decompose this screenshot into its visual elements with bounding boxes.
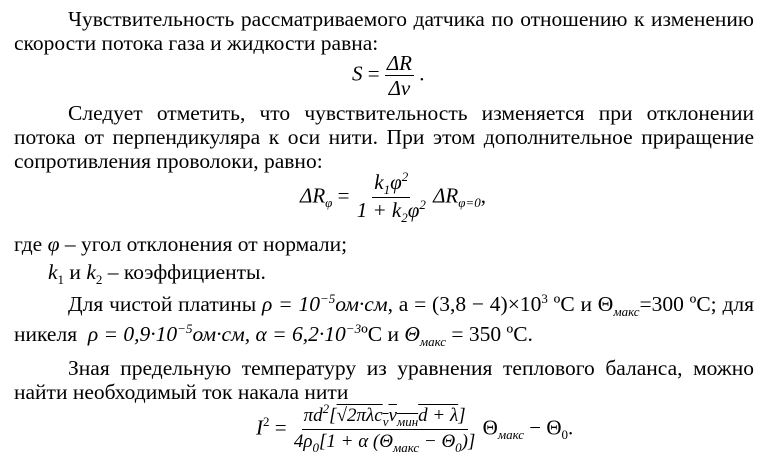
k-symbol: k xyxy=(374,170,384,194)
fraction-numerator xyxy=(372,171,410,198)
sqrt-tail: d + λ xyxy=(418,405,459,426)
theta-value: =300 ºС; для xyxy=(639,292,754,316)
coefficients-line xyxy=(48,260,762,287)
equals-sign: = xyxy=(274,415,287,440)
rho-exponent: −5 xyxy=(319,291,336,306)
phi-symbol: φ xyxy=(47,232,60,256)
rho-expr: ρ = 0,9·10 xyxy=(87,322,178,346)
fraction-denominator: $4\rho_0[1 + \alpha$ $(\Theta_{макс} - \Theta_0)$] xyxy=(293,431,476,455)
platinum-rho xyxy=(262,292,388,316)
where-line xyxy=(14,232,754,256)
where-text: – угол отклонения от нормали; xyxy=(59,232,348,256)
den-pre: 4ρ xyxy=(293,431,313,452)
v-symbol: v xyxy=(388,405,397,426)
and-word: и xyxy=(64,260,87,284)
nickel-line xyxy=(14,322,754,349)
k2-subscript: 2 xyxy=(95,272,103,287)
rho-expr: ρ = 10 xyxy=(262,292,320,316)
theta-symbol: Θ xyxy=(597,292,614,316)
theta-value: = 350 ºС. xyxy=(446,322,533,346)
den-subscript3: 0 xyxy=(455,440,462,455)
platinum-line xyxy=(68,292,754,319)
nickel-intro: никеля xyxy=(14,322,78,346)
theta-zero-subscript: 0 xyxy=(561,427,568,443)
delta-r-symbol: ΔR xyxy=(300,183,326,208)
nickel-rho xyxy=(88,322,361,346)
k-subscript: 1 xyxy=(383,182,391,197)
theta-subscript: макс xyxy=(419,334,447,349)
c-subscript: v xyxy=(382,414,389,429)
para2-line1: Следует отметить, что чувствительность изменяется при отклонении xyxy=(68,101,754,125)
alpha-exponent: −3 xyxy=(345,321,362,336)
para1-line1: Чувствительность рассматриваемого датчика по отношению к изменению xyxy=(68,7,754,31)
phi-exponent: 2 xyxy=(401,169,409,184)
formula-period: . xyxy=(419,61,425,86)
theta-symbol: Θ xyxy=(404,322,420,346)
den-body: 1 + α (Θ xyxy=(326,431,393,452)
formula-period: . xyxy=(568,415,574,440)
i-symbol: I xyxy=(256,415,263,440)
den-end: ) xyxy=(461,431,468,452)
rho-unit: ом·см xyxy=(192,322,245,346)
den-mid: − Θ xyxy=(419,431,456,452)
k1-symbol: k xyxy=(48,260,58,284)
equals-sign: = xyxy=(367,61,380,86)
fraction-numerator: $\pi d^2[√2\pi\lambda c_vv_{мин}d + \lambda]$ xyxy=(303,401,466,429)
phi-symbol: φ xyxy=(390,170,402,194)
k1-subscript: 1 xyxy=(57,272,65,287)
para3-line2: найти необходимый ток накала нити xyxy=(14,380,349,404)
where-word: где xyxy=(14,232,43,256)
delta-r-tail: ΔR xyxy=(433,183,459,208)
den-subscript2: макс xyxy=(392,440,420,455)
a-exponent: 3 xyxy=(541,291,548,306)
minus-theta: − Θ xyxy=(523,415,562,440)
equals-sign: = xyxy=(337,183,350,208)
current-fraction xyxy=(292,401,478,455)
para3-line1: Зная предельную температуру из уравнения теплового баланса, можно xyxy=(68,356,754,380)
rho-exponent: −5 xyxy=(177,321,193,336)
formula-resistance-increment xyxy=(300,171,486,224)
theta-symbol: Θ xyxy=(482,415,498,440)
num-pre: πd xyxy=(303,405,323,426)
para1-line2: скорости потока газа и жидкости равна: xyxy=(14,31,379,55)
formula-comma: , xyxy=(480,183,486,208)
increment-fraction xyxy=(355,171,428,224)
den-subscript: 0 xyxy=(312,440,319,455)
s-symbol: S xyxy=(352,61,363,86)
alpha-unit: ºС и xyxy=(361,322,405,346)
phi-subscript: φ xyxy=(325,195,333,211)
sensitivity-fraction xyxy=(385,52,414,99)
formula-sensitivity xyxy=(352,52,425,99)
sqrt-expression: $√2\pi\lambda c_vv_{мин}d + \lambda$ xyxy=(336,405,459,429)
sqrt-body: 2πλc xyxy=(347,405,383,426)
phi-exponent: 2 xyxy=(419,197,426,212)
fraction-denominator xyxy=(355,198,428,224)
alpha-expr: , α = 6,2·10 xyxy=(244,322,346,346)
para2-line3: сопротивления проволоки, равно: xyxy=(14,149,323,173)
theta-subscript: макс xyxy=(613,304,640,319)
theta-subscript: макс xyxy=(497,427,524,443)
k2-symbol: k xyxy=(86,260,96,284)
fraction-denominator: Δv xyxy=(388,76,411,100)
rho-unit: ом·см xyxy=(335,292,388,316)
coefficients-text: – коэффициенты. xyxy=(102,260,266,284)
i-exponent: 2 xyxy=(263,414,270,430)
a-unit: ºС и xyxy=(547,292,598,316)
v-subscript: мин xyxy=(396,414,419,429)
formula-current xyxy=(256,401,574,455)
fraction-numerator: ΔR xyxy=(386,51,412,75)
phi-zero-subscript: φ=0 xyxy=(458,195,481,211)
num-exponent: 2 xyxy=(322,401,330,416)
phi-symbol: φ xyxy=(407,198,420,222)
k-subscript: 2 xyxy=(401,210,408,225)
a-expr: , a = (3,8 − 4)×10 xyxy=(387,292,542,316)
den-term: 1 + k xyxy=(356,198,402,222)
para2-line2: потока от перпендикуляра к оси нити. При этом дополнительное приращение xyxy=(14,125,754,149)
platinum-intro: Для чистой платины xyxy=(68,292,257,316)
